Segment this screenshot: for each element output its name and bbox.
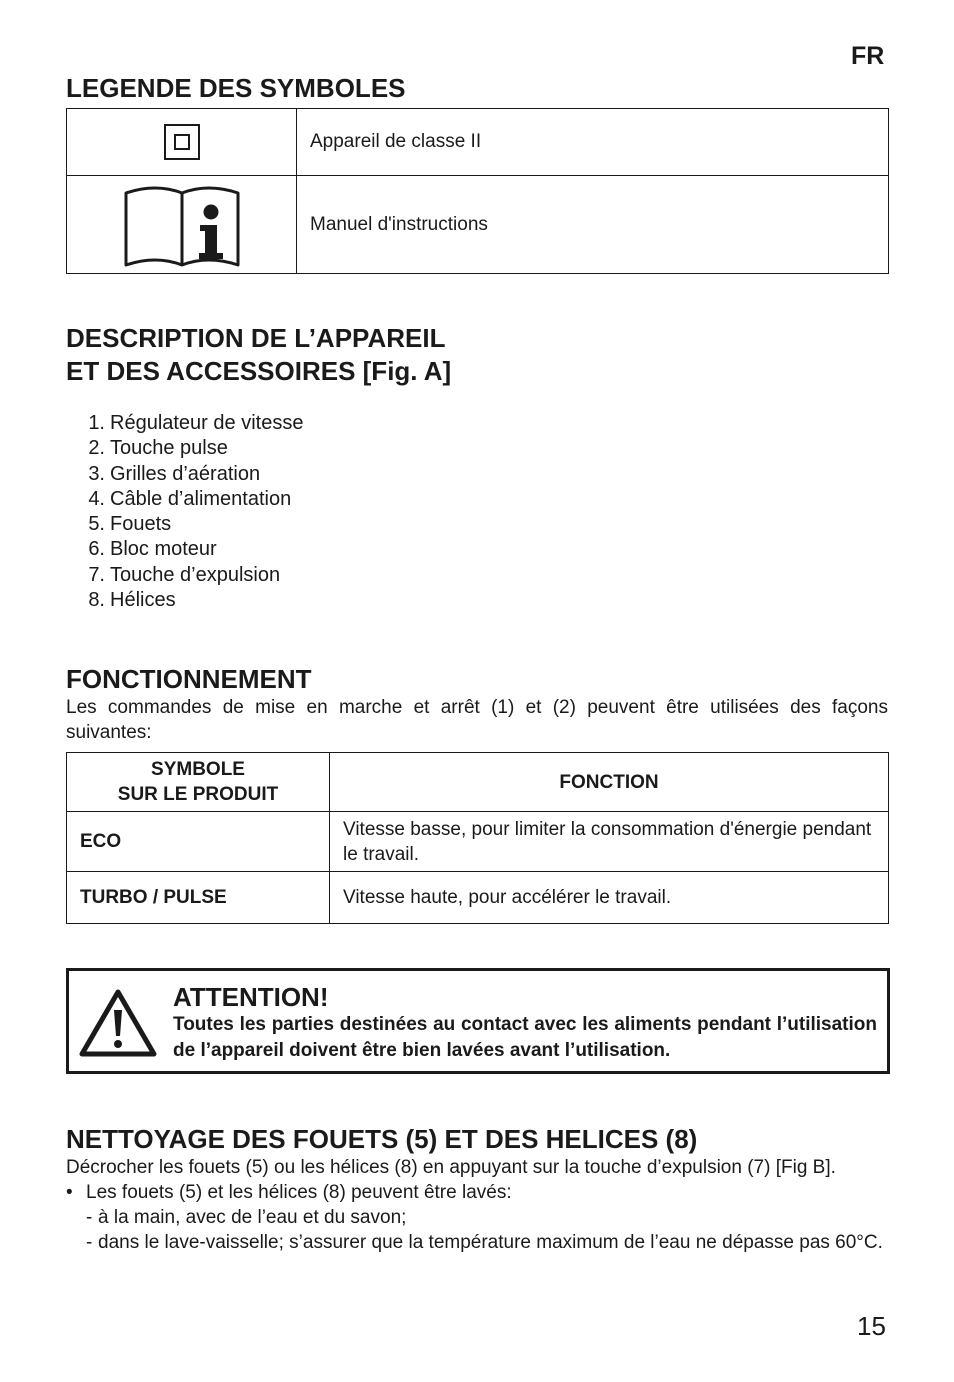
item-label: Fouets — [110, 513, 172, 536]
legend-title: LEGENDE DES SYMBOLES — [66, 73, 406, 103]
table-header-row — [67, 753, 889, 812]
item-number: 5. — [88, 513, 105, 536]
item-number: 1. — [88, 412, 105, 434]
bullet-text: Les fouets (5) et les hélices (8) peuvent être lavés: — [86, 1182, 512, 1203]
symbol-cell — [67, 176, 297, 274]
symbol-column-header — [67, 753, 330, 812]
item-label: Régulateur de vitesse — [110, 412, 304, 434]
item-label: Câble d’alimentation — [110, 487, 292, 510]
symbol-cell — [67, 109, 297, 176]
symbol-legend-table — [66, 108, 889, 274]
table-row — [67, 872, 889, 924]
function-cell: Vitesse haute, pour accélérer le travail. — [330, 872, 889, 924]
description-title-line1: DESCRIPTION DE L’APPAREIL — [66, 323, 446, 353]
symbol-description: Appareil de classe II — [297, 109, 889, 176]
operation-intro: Les commandes de mise en marche et arrêt (1) et (2) peuvent être utilisées des façons suivantes: — [66, 697, 888, 743]
list-item — [66, 1180, 888, 1205]
bullet-marker: • — [66, 1182, 73, 1203]
function-column-header: FONCTION — [330, 753, 889, 812]
description-title — [66, 322, 451, 388]
list-item — [66, 512, 303, 537]
item-label: Bloc moteur — [110, 538, 217, 561]
parts-list — [66, 411, 303, 613]
list-item — [66, 411, 303, 436]
sub-item-text: dans le lave-vaisselle; s’assurer que la température maximum de l’eau ne dépasse pas 60°C. — [98, 1232, 883, 1253]
operation-title: FONCTIONNEMENT — [66, 664, 312, 694]
symbol-cell: ECO — [67, 812, 330, 872]
item-number: 2. — [88, 437, 105, 460]
header-line: SUR LE PRODUIT — [117, 784, 279, 805]
list-item — [66, 436, 303, 461]
header-line: SYMBOLE — [151, 759, 245, 780]
cleaning-title: NETTOYAGE DES FOUETS (5) ET DES HELICES (8) — [66, 1124, 698, 1154]
list-item — [66, 537, 303, 562]
list-item — [66, 487, 303, 512]
item-label: Touche d’expulsion — [110, 563, 281, 586]
table-row — [67, 812, 889, 872]
attention-box — [66, 968, 890, 1074]
warning-triangle-icon — [79, 988, 157, 1058]
class-ii-icon — [164, 124, 200, 160]
attention-title: ATTENTION! — [173, 982, 329, 1012]
symbol-cell: TURBO / PULSE — [67, 872, 330, 924]
list-item — [66, 588, 303, 613]
item-label: Touche pulse — [110, 437, 228, 460]
list-item — [66, 1230, 888, 1255]
cleaning-intro: Décrocher les fouets (5) ou les hélices (8) en appuyant sur la touche d’expulsion (7) [Fig B]. — [66, 1157, 836, 1178]
cleaning-bullets — [66, 1180, 888, 1255]
list-item — [66, 1205, 888, 1230]
item-number: 6. — [88, 538, 105, 561]
table-row — [67, 176, 889, 274]
item-number: 3. — [88, 462, 105, 485]
item-number: 7. — [88, 563, 105, 586]
item-label: Hélices — [110, 589, 176, 612]
attention-text: Toutes les parties destinées au contact avec les aliments pendant l’utilisation de l’appareil doivent être bien lavées avant l’utilisation. — [173, 1014, 877, 1061]
description-title-line2: ET DES ACCESSOIRES [Fig. A] — [66, 356, 452, 386]
dash-marker: - — [86, 1232, 93, 1253]
item-label: Grilles d’aération — [110, 462, 261, 485]
list-item — [66, 563, 303, 588]
language-code: FR — [851, 42, 885, 70]
manual-info-icon — [122, 181, 242, 269]
item-number: 4. — [88, 487, 105, 510]
list-item — [66, 462, 303, 487]
symbol-description: Manuel d'instructions — [297, 176, 889, 274]
function-table — [66, 752, 889, 924]
item-number: 8. — [88, 589, 105, 612]
function-cell: Vitesse basse, pour limiter la consommation d'énergie pendant le travail. — [330, 812, 889, 872]
sub-item-text: à la main, avec de l’eau et du savon; — [98, 1207, 407, 1228]
page-number: 15 — [857, 1311, 886, 1341]
table-row — [67, 109, 889, 176]
dash-marker: - — [86, 1207, 93, 1228]
